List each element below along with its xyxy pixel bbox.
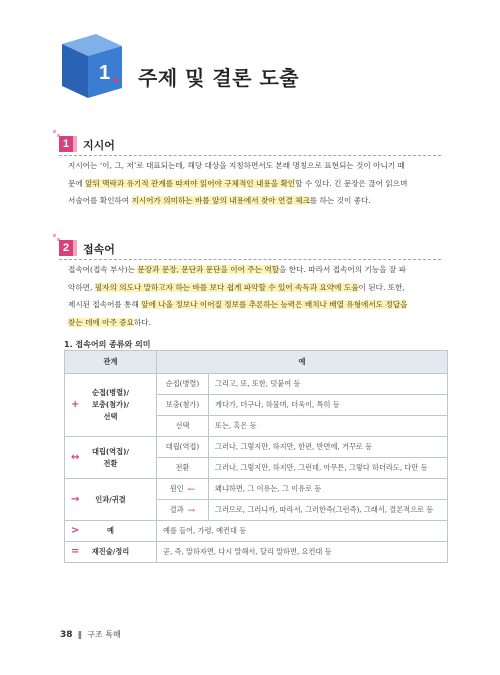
text-line: 문에 앞뒤 맥락과 유기적 관계를 따져야 읽어야 구체적인 내용을 확인할 수 있다. 긴 문장은 끊어 읽으며 <box>68 178 408 188</box>
subtype-cell: 결과 → <box>157 500 209 521</box>
right-arrow-icon: → <box>71 493 80 505</box>
double-arrow-icon: ↔ <box>71 451 80 463</box>
greater-than-icon: > <box>71 525 80 536</box>
subtype-cell: 전환 <box>157 458 209 479</box>
text-line: 서술어를 확인하여 지시어가 의미하는 바를 앞의 내용에서 찾아 연결 체크를 하는 것이 좋다. <box>68 196 371 205</box>
category-addition: + 순접(병렬)/ 보충(첨가)/ 선택 <box>65 374 157 437</box>
example-cell: 곧, 즉, 말하자면, 다시 말해서, 달리 말하면, 요컨대 등 <box>157 542 448 563</box>
subtype-cell: 대립(역접) <box>157 437 209 458</box>
example-cell: 그러므로, 그러니까, 따라서, 그러한즉(그런즉), 그래서, 결론적으로 등 <box>209 500 448 521</box>
table-title: 1. 접속어의 종류와 의미 <box>64 340 151 349</box>
subtype-cell: 보충(첨가) <box>157 395 209 416</box>
section-number-badge: 1 <box>59 136 73 152</box>
subtype-cell: 순접(병렬) <box>157 374 209 395</box>
header-example: 예 <box>157 351 448 374</box>
subtype-cell: 선택 <box>157 416 209 437</box>
highlight: 앞뒤 맥락과 유기적 관계를 따져야 읽어야 구체적인 내용을 확인 <box>85 178 296 188</box>
table-row <box>65 437 448 458</box>
example-cell: 예를 들어, 가령, 예컨대 등 <box>157 521 448 542</box>
section1-paragraph <box>68 157 438 210</box>
section2-paragraph <box>68 261 438 331</box>
category-contrast: ↔ 대립(역접)/ 전환 <box>65 437 157 479</box>
category-restatement: = 재진술/정리 <box>65 542 157 563</box>
example-cell: 왜냐하면, 그 이유는, 그 이유로 등 <box>209 479 448 500</box>
text-line: 찾는 데에 아주 중요하다. <box>68 317 152 327</box>
highlight: 필자의 의도나 말하고자 하는 바를 보다 쉽게 파악할 수 있어 속독과 요약에 도움 <box>94 282 359 292</box>
section-title: 접속어 <box>83 243 115 256</box>
page-title: 주제 및 결론 도출 <box>138 66 300 90</box>
left-arrow-icon: ← <box>187 484 196 495</box>
right-arrow-icon: → <box>187 505 196 516</box>
page-number: 38 <box>60 630 73 640</box>
example-cell: 게다가, 더구나, 하물며, 더욱이, 특히 등 <box>209 395 448 416</box>
highlight: 지시어가 의미하는 바를 앞의 내용에서 찾아 연결 체크 <box>131 196 310 205</box>
section-heading-1 <box>59 136 479 156</box>
example-cell: 그러나, 그렇지만, 하지만, 한편, 반면에, 거꾸로 등 <box>209 437 448 458</box>
text-line: 접속어(접속 부사)는 문장과 문장, 문단과 문단을 이어 주는 역할을 한다. 따라서 접속어의 기능을 잘 파 <box>68 265 406 274</box>
table-row <box>65 521 448 542</box>
text-line: 지시어는 ‘이, 그, 저’로 대표되는데, 해당 대상을 지칭하면서도 본래 명칭으로 표현되는 것이 아니기 때 <box>68 161 405 170</box>
chapter-header <box>56 26 476 106</box>
section-heading-2 <box>59 240 479 260</box>
table-row <box>65 479 448 500</box>
section-divider <box>59 259 441 260</box>
conjunction-table <box>64 350 448 563</box>
page-footer <box>60 629 121 640</box>
highlight: 앞에 나올 정보나 이어질 정보를 추론하는 능력은 배치나 배열 유형에서도 정답을 <box>141 300 408 309</box>
footer-separator: ❚ <box>76 630 84 639</box>
example-cell: 또는, 혹은 등 <box>209 416 448 437</box>
table-header-row <box>65 351 448 374</box>
highlight: 문장과 문장, 문단과 문단을 이어 주는 역할 <box>137 265 280 274</box>
category-cause-effect: → 인과/귀결 <box>65 479 157 521</box>
header-relation: 관계 <box>65 351 157 374</box>
section-badge-bar <box>73 240 77 256</box>
example-cell: 그러나, 그렇지만, 하지만, 그런데, 아무튼, 그렇다 하더라도, 다만 등 <box>209 458 448 479</box>
text-line: 제시된 접속어를 통해 앞에 나올 정보나 이어질 정보를 추론하는 능력은 배치나 배열 유형에서도 정답을 <box>68 300 408 309</box>
equals-icon: = <box>71 546 80 557</box>
chapter-number: 1 <box>99 62 111 84</box>
category-example: > 예 <box>65 521 157 542</box>
section-badge-bar <box>73 136 77 152</box>
table-row <box>65 542 448 563</box>
footer-section: 구조 독해 <box>87 630 121 639</box>
section-number-badge: 2 <box>59 240 73 256</box>
text-line: 악하면, 필자의 의도나 말하고자 하는 바를 보다 쉽게 파악할 수 있어 속독과 요약에 도움이 된다. 또한, <box>68 282 405 292</box>
plus-icon: + <box>71 399 80 410</box>
example-cell: 그리고, 또, 또한, 덧붙여 등 <box>209 374 448 395</box>
highlight: 찾는 데에 아주 중요 <box>68 317 134 327</box>
table-row <box>65 374 448 395</box>
section-title: 지시어 <box>83 139 115 152</box>
chapter-number-dot <box>114 78 118 82</box>
section-divider <box>59 155 441 156</box>
subtype-cell: 원인 ← <box>157 479 209 500</box>
